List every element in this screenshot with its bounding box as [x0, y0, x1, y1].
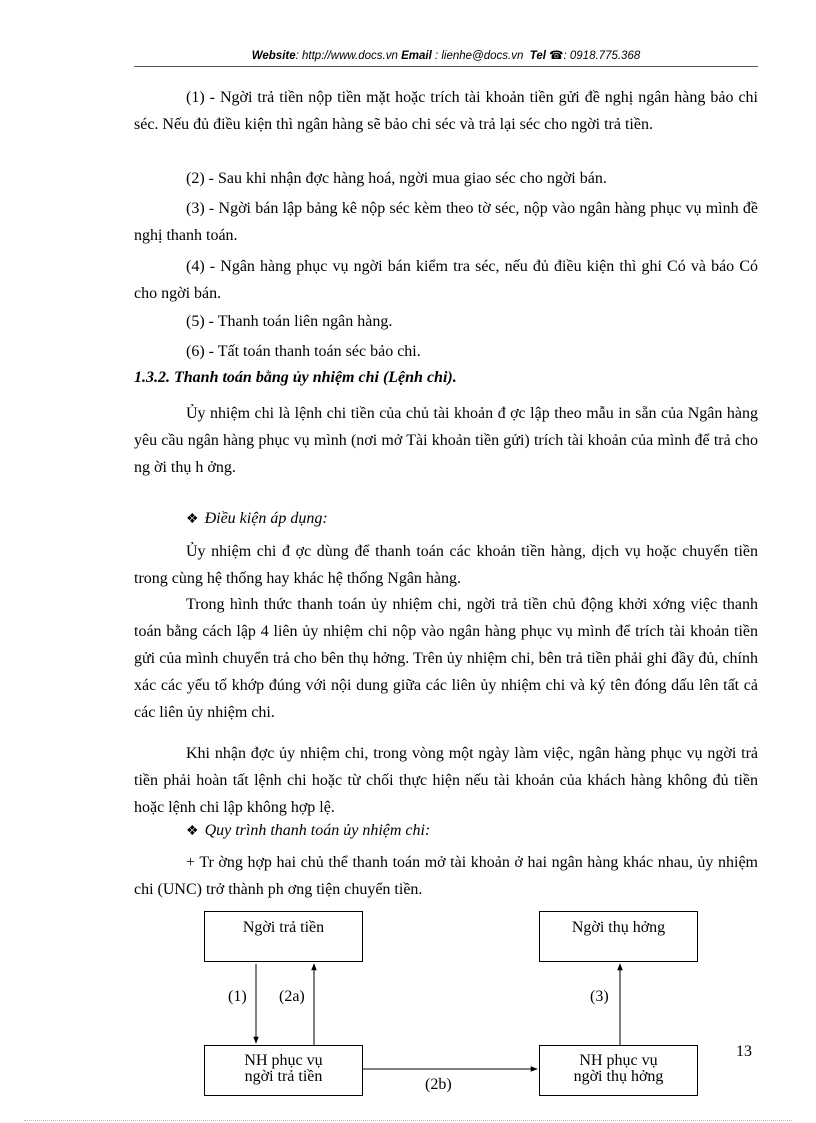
- label-step-2a: (2a): [279, 988, 305, 1005]
- tel-label: Tel: [529, 50, 546, 62]
- box-bank-payer: [204, 1045, 363, 1096]
- bullet-diamond-icon: ❖: [186, 824, 199, 839]
- bank-payee-line1: NH phục vụ: [579, 1052, 658, 1069]
- footer-divider: [24, 1120, 792, 1121]
- paragraph-step-6: (6) - Tất toán thanh toán séc bảo chi.: [186, 343, 421, 360]
- website-label: Website: [251, 50, 296, 62]
- website-value: : http://www.docs.vn: [295, 50, 398, 62]
- label-step-3: (3): [590, 988, 609, 1005]
- email-label: Email: [401, 50, 432, 62]
- bank-payer-line1: NH phục vụ: [244, 1052, 323, 1069]
- paragraph-processing: Khi nhận đợc ủy nhiệm chi, trong vòng một ngày làm việc, ngân hàng phục vụ ngời trả tiền phải hoàn tất lệnh chi hoặc từ chối thực hiện nếu tài khoản của khách hàng không đủ tiền hoặc lệnh chi lập không hợp lệ.: [134, 745, 758, 816]
- paragraph-case: + Tr ờng hợp hai chủ thể thanh toán mở tài khoản ở hai ngân hàng khác nhau, ủy nhiệm chi (UNC) trở thành ph ơng tiện chuyển tiền.: [134, 854, 758, 898]
- bank-payee-line2: ngời thụ hởng: [573, 1068, 664, 1085]
- paragraph-conditions: Ủy nhiệm chi đ ợc dùng để thanh toán các khoản tiền hàng, dịch vụ hoặc chuyển tiền trong cùng hệ thống hay khác hệ thống Ngân hàng.: [134, 543, 758, 587]
- section-heading: 1.3.2. Thanh toán bằng ủy nhiệm chi (Lệnh chi).: [134, 369, 457, 386]
- email-value: : lienhe@docs.vn: [431, 50, 524, 62]
- label-step-2b: (2b): [425, 1076, 452, 1093]
- box-payee: Ngời thụ hởng: [539, 911, 698, 962]
- paragraph-definition: Ủy nhiệm chi là lệnh chi tiền của chủ tài khoản đ ợc lập theo mẫu in sẵn của Ngân hàng yêu cầu ngân hàng phục vụ mình (nơi mở Tài khoản tiền gửi) trích tài khoản của mình để trả cho ng ời thụ h ởng.: [134, 405, 758, 476]
- paragraph-step-2: (2) - Sau khi nhận đợc hàng hoá, ngời mua giao séc cho ngời bán.: [186, 170, 607, 187]
- label-step-1: (1): [228, 988, 247, 1005]
- paragraph-procedure: Trong hình thức thanh toán ủy nhiệm chi, ngời trả tiền chủ động khởi xớng việc thanh toán bằng cách lập 4 liên ủy nhiệm chi nộp vào ngân hàng phục vụ mình để trích tài khoản tiền gửi của mình chuyển trả cho bên thụ hởng. Trên ủy nhiệm chi, bên trả tiền phải ghi đầy đủ, chính xác các yếu tố khớp đúng với nội dung giữa các liên ủy nhiệm chi và ký tên đóng dấu lên tất cả các liên ủy nhiệm chi.: [134, 596, 758, 721]
- bullet-diamond-icon: ❖: [186, 512, 199, 527]
- tel-value: : 0918.775.368: [563, 50, 641, 62]
- subheading-process: ❖ Quy trình thanh toán ủy nhiệm chi:: [186, 822, 431, 839]
- box-bank-payee: [539, 1045, 698, 1096]
- page-number: 13: [736, 1043, 752, 1060]
- paragraph-step-5: (5) - Thanh toán liên ngân hàng.: [186, 313, 393, 330]
- paragraph-step-4: (4) - Ngân hàng phục vụ ngời bán kiểm tra séc, nếu đủ điều kiện thì ghi Có và báo Có cho ngời bán.: [134, 258, 758, 302]
- paragraph-step-1: (1) - Ngời trả tiền nộp tiền mặt hoặc trích tài khoản tiền gửi đề nghị ngân hàng bảo chi séc. Nếu đủ điều kiện thì ngân hàng sẽ bảo chi séc và trả lại séc cho ngời trả tiền.: [134, 89, 758, 133]
- box-payer: Ngời trả tiền: [204, 911, 363, 962]
- subheading-conditions: ❖ Điều kiện áp dụng:: [186, 510, 328, 527]
- paragraph-step-3: (3) - Ngời bán lập bảng kê nộp séc kèm theo tờ séc, nộp vào ngân hàng phục vụ mình đề nghị thanh toán.: [134, 200, 758, 244]
- bank-payer-line2: ngời trả tiền: [244, 1068, 323, 1085]
- phone-icon: ☎: [549, 50, 564, 62]
